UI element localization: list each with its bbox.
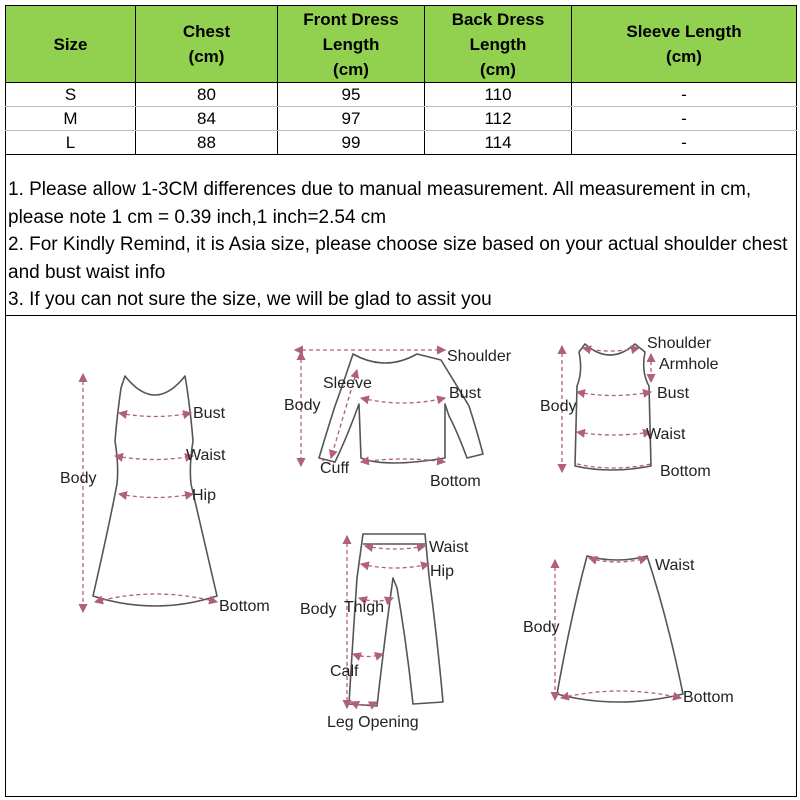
pants-body-label: Body xyxy=(300,601,337,618)
shirt-diagram xyxy=(284,348,512,490)
vest-diagram xyxy=(540,335,719,480)
shirt-bottom-label: Bottom xyxy=(430,473,481,490)
vest-bottom-label: Bottom xyxy=(660,463,711,480)
size-chart-table xyxy=(5,5,797,155)
dress-body-label: Body xyxy=(60,470,97,487)
pants-thigh-label: Thigh xyxy=(344,599,385,616)
cell-chest: 80 xyxy=(136,83,278,107)
size-table-header-row xyxy=(6,6,797,83)
table-row xyxy=(6,83,797,107)
header-chest: Chest (cm) xyxy=(136,6,278,83)
header-sleeve-length: Sleeve Length (cm) xyxy=(572,6,797,83)
dress-hip-label: Hip xyxy=(192,487,217,504)
cell-front-length: 95 xyxy=(278,83,425,107)
dress-diagram xyxy=(60,374,270,615)
cell-back-length: 112 xyxy=(425,107,572,131)
vest-body-label: Body xyxy=(540,398,577,415)
table-row xyxy=(6,131,797,155)
header-front-dress-length: Front Dress Length (cm) xyxy=(278,6,425,83)
cell-sleeve-length: - xyxy=(572,131,797,155)
pants-diagram xyxy=(300,534,469,731)
cell-size: S xyxy=(6,83,136,107)
cell-chest: 88 xyxy=(136,131,278,155)
dress-bottom-label: Bottom xyxy=(219,598,270,615)
notes-section xyxy=(8,176,794,314)
skirt-diagram xyxy=(523,556,734,706)
pants-waist-label: Waist xyxy=(429,539,469,556)
cell-chest: 84 xyxy=(136,107,278,131)
note-item: 3. If you can not sure the size, we will be glad to assit you xyxy=(8,289,492,310)
pants-leg-opening-label: Leg Opening xyxy=(327,714,419,731)
vest-bust-line xyxy=(577,392,651,396)
cell-back-length: 110 xyxy=(425,83,572,107)
pants-calf-line xyxy=(353,654,383,657)
vest-bust-label: Bust xyxy=(657,385,690,402)
skirt-bottom-label: Bottom xyxy=(683,689,734,706)
note-item: 2. For Kindly Remind, it is Asia size, please choose size based on your actual shoulder chest and bust waist info xyxy=(8,234,788,283)
dress-waist-label: Waist xyxy=(186,447,226,464)
note-item: 1. Please allow 1-3CM differences due to manual measurement. All measurement in cm, please note 1 cm = 0.39 inch,1 inch=2.54 cm xyxy=(8,179,752,228)
vest-waist-label: Waist xyxy=(646,426,686,443)
vest-armhole-label: Armhole xyxy=(659,356,719,373)
vest-shoulder-label: Shoulder xyxy=(647,335,712,352)
dress-waist-line xyxy=(115,456,193,460)
header-size: Size xyxy=(6,6,136,83)
vest-outline xyxy=(575,344,651,470)
dress-bust-label: Bust xyxy=(193,405,226,422)
dress-hip-line xyxy=(119,494,193,498)
cell-back-length: 114 xyxy=(425,131,572,155)
shirt-sleeve-label: Sleeve xyxy=(323,375,372,392)
pants-hip-label: Hip xyxy=(430,563,455,580)
table-row xyxy=(6,107,797,131)
shirt-outline xyxy=(319,354,483,463)
shirt-bust-line xyxy=(361,398,445,403)
shirt-cuff-label: Cuff xyxy=(320,460,350,477)
pants-calf-label: Calf xyxy=(330,663,359,680)
header-back-dress-length: Back Dress Length (cm) xyxy=(425,6,572,83)
cell-size: M xyxy=(6,107,136,131)
cell-sleeve-length: - xyxy=(572,107,797,131)
dress-bust-line xyxy=(119,413,191,417)
cell-front-length: 99 xyxy=(278,131,425,155)
shirt-bust-label: Bust xyxy=(449,385,482,402)
cell-front-length: 97 xyxy=(278,107,425,131)
measurement-diagrams xyxy=(5,316,795,794)
vest-waist-line xyxy=(577,432,651,435)
pants-waist-line xyxy=(365,546,425,549)
cell-sleeve-length: - xyxy=(572,83,797,107)
skirt-waist-label: Waist xyxy=(655,557,695,574)
cell-size: L xyxy=(6,131,136,155)
shirt-shoulder-label: Shoulder xyxy=(447,348,512,365)
pants-hip-line xyxy=(361,564,429,568)
pants-outline xyxy=(349,534,443,706)
skirt-body-label: Body xyxy=(523,619,560,636)
shirt-body-label: Body xyxy=(284,397,321,414)
skirt-outline xyxy=(557,556,683,702)
skirt-bottom-line xyxy=(561,691,681,698)
